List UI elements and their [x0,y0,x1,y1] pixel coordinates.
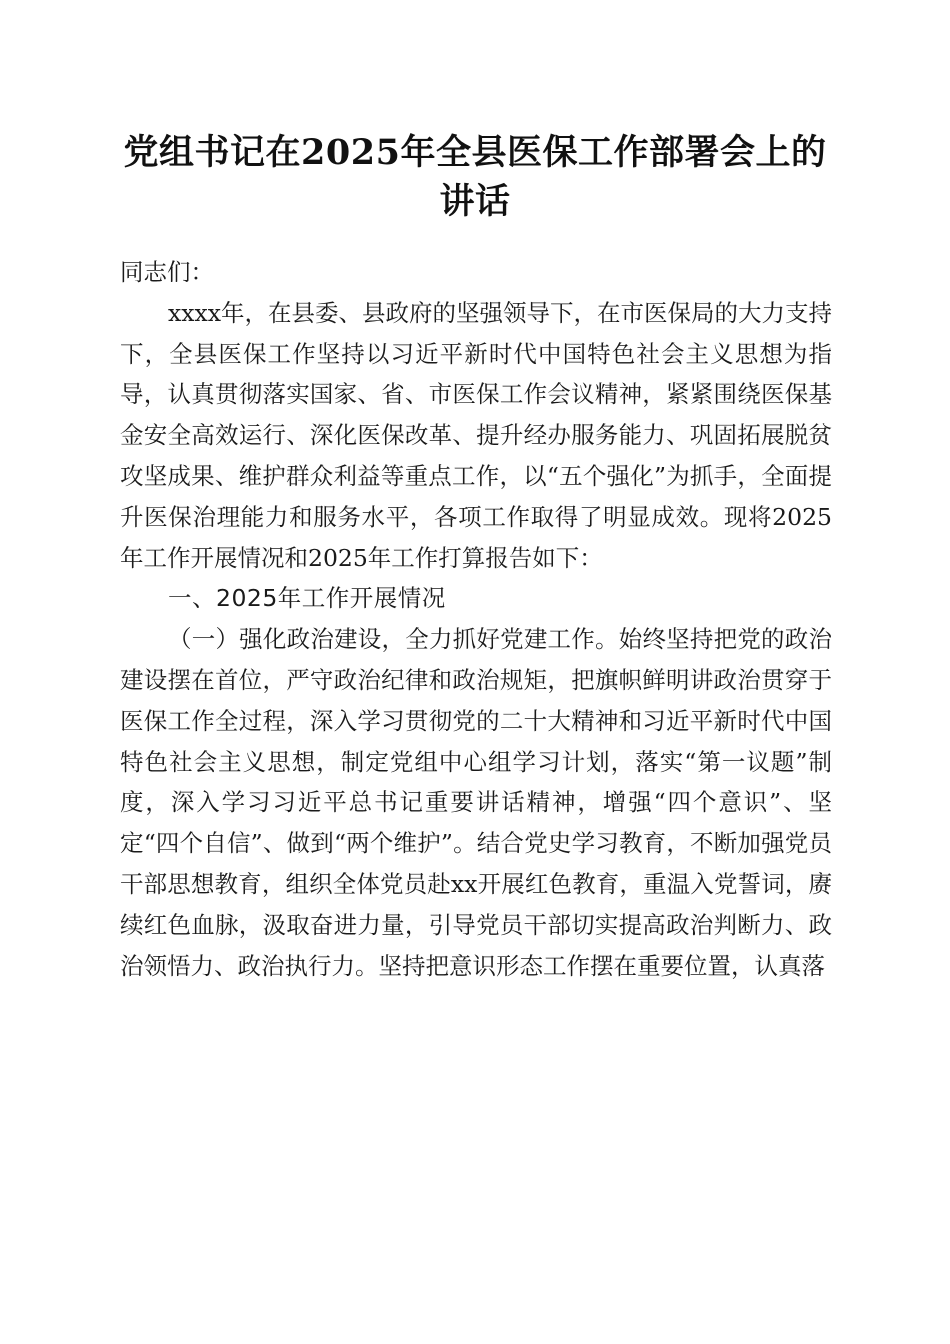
salutation: 同志们： [120,258,214,286]
document-title [100,128,850,226]
document-body [120,252,832,986]
title-line-1: 党组书记在2025年全县医保工作部署会上的 [123,132,827,173]
intro-paragraph: xxxx年，在县委、县政府的坚强领导下，在市医保局的大力支持下，全县医保工作坚持以习近平新时代中国特色社会主义思想为指导，认真贯彻落实国家、省、市医保工作会议精神，紧紧围绕医保基金安全高效运行、深化医保改革、提升经办服务能力、巩固拓展脱贫攻坚成果、维护群众利益等重点工作，以“五个强化”为抓手，全面提升医保治理能力和服务水平，各项工作取得了明显成效。现将2025年工作开展情况和2025年工作打算报告如下： [120,298,833,572]
title-line-2: 讲话 [439,181,511,222]
subsection-paragraph: （一）强化政治建设，全力抓好党建工作。始终坚持把党的政治建设摆在首位，严守政治纪律和政治规矩，把旗帜鲜明讲政治贯穿于医保工作全过程，深入学习贯彻党的二十大精神和习近平新时代中国特色社会主义思想，制定党组中心组学习计划，落实“第一议题”制度，深入学习习近平总书记重要讲话精神，增强“四个意识”、坚定“四个自信”、做到“两个维护”。结合党史学习教育，不断加强党员干部思想教育，组织全体党员赴xx开展红色教育，重温入党誓词，赓续红色血脉，汲取奋进力量，引导党员干部切实提高政治判断力、政治领悟力、政治执行力。坚持把意识形态工作摆在重要位置，认真落 [120,625,832,980]
section-heading: 一、2025年工作开展情况 [168,584,446,613]
